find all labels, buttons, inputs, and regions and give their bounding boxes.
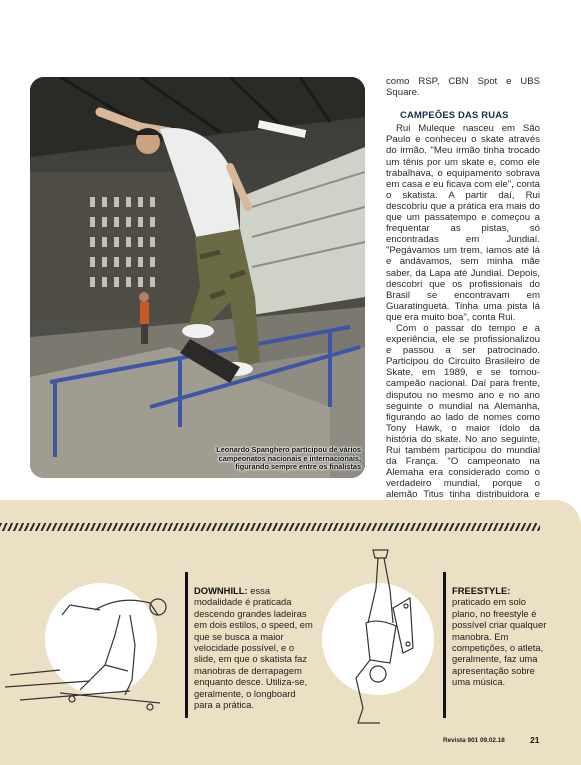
freestyle-box (443, 572, 553, 722)
downhill-bar (185, 572, 188, 718)
downhill-description: essa modalidade é praticada descendo grandes ladeiras em dois estilos, o speed, em que se busca a maior velocidade possível, e o slide, em que o skatista faz manobras de derrapagem enquanto desce. Utiliza-se, geralmente, o longboard para a prática. (194, 585, 313, 711)
downhill-box (185, 572, 313, 722)
section-heading: CAMPEÕES DAS RUAS (400, 109, 509, 121)
freestyle-title: FREESTYLE: (452, 585, 511, 596)
photo-caption: Leonardo Spanghero participou de vários campeonatos nacionais e internacionais, figurando sempre entre os finalistas (216, 445, 361, 472)
freestyle-skater-illustration (318, 548, 438, 728)
issue-footer: Revista 901 09.02.18 (443, 737, 505, 744)
downhill-title: DOWNHILL: (194, 585, 248, 596)
stripe-divider (0, 523, 540, 531)
freestyle-text (452, 585, 547, 688)
skater-grind-illustration (30, 77, 365, 478)
paragraph: Com o passar do tempo e a experiência, ele se profissionalizou e passou a ser patrocinado. Participou do Circuito Brasileiro de Skate, em 1989, e se tornou- campeão nacional. Daí para frente, disputou no mesmo ano e no ano seguinte o mundial na Alemanha, figurando ao lado de nomes como Tony Hawk, o maior ídolo da história do skate. No ano seguinte, Rui também participou do mundial da França. "O campeonato na Alemaha era considerado como o verdadeiro mundial, porque o alemão Titus tinha distribuidora e (386, 322, 540, 501)
paragraph: Rui Muleque nasceu em São Paulo e conheceu o skate através do irmão. "Meu irmão tinha trocado um tênis por um skate e, como ele trabalhava, o equipamento sobrava em casa e eu ficava com ele", conta o skatista. A partir daí, Rui descobriu que a prática era mais do que um passatempo e começou a frequentar as pistas, só encontradas em Jundiaí. "Pegávamos um trem, íamos até lá e andávamos, sem minha mãe saber, da Lapa até Jundiaí. Depois, descobri que os profissionais do Brasil se encontravam em Guaratinguetá. Tinha uma pista lá que era muito boa", conta Rui. (386, 123, 540, 323)
downhill-text (194, 585, 316, 710)
freestyle-description: praticado em solo plano, no freestyle é possível criar qualquer manobra. Em competições, o atleta, geralmente, faz uma apresentação sobre uma música. (452, 596, 547, 688)
page-number: 21 (530, 735, 540, 745)
freestyle-bar (443, 572, 446, 718)
lead-line: como RSP, CBN Spot e UBS Square. (386, 76, 540, 99)
article-column (386, 76, 540, 545)
downhill-skater-illustration (0, 575, 180, 725)
skate-photo (30, 77, 365, 478)
